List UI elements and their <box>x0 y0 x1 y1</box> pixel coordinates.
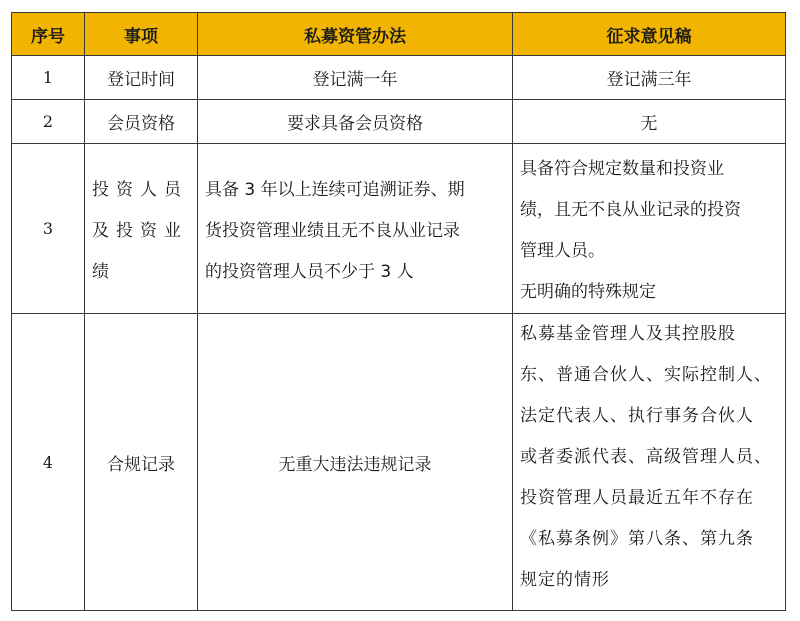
comparison-table <box>11 12 786 611</box>
header-draft: 征求意见稿 <box>513 13 786 56</box>
header-rules: 私募资管办法 <box>198 13 513 56</box>
row-number: 4 <box>12 314 85 611</box>
row-draft-line: 私募基金管理人及其控股股 <box>520 324 736 344</box>
row-number: 3 <box>12 144 85 314</box>
table-row <box>12 144 786 314</box>
header-no: 序号 <box>12 13 85 56</box>
row-rules <box>198 144 513 314</box>
row-rules: 无重大违法违规记录 <box>198 314 513 611</box>
row-draft: 无 <box>513 100 786 144</box>
row-draft-line: 投资管理人员最近五年不存在 <box>520 488 754 508</box>
row-item: 登记时间 <box>85 56 198 100</box>
row-item: 合规记录 <box>85 314 198 611</box>
row-rules: 要求具备会员资格 <box>198 100 513 144</box>
row-draft: 登记满三年 <box>513 56 786 100</box>
table-row <box>12 56 786 100</box>
row-item <box>85 144 198 314</box>
row-draft-line: 绩，且无不良从业记录的投资 <box>520 200 741 220</box>
row-draft-line: 或者委派代表、高级管理人员、 <box>520 447 772 467</box>
header-item: 事项 <box>85 13 198 56</box>
row-item-line: 及投资业 <box>92 220 188 241</box>
row-rules-line: 货投资管理业绩且无不良从业记录 <box>205 220 460 241</box>
row-draft-line: 规定的情形 <box>520 570 610 590</box>
table-row <box>12 100 786 144</box>
row-draft-line: 管理人员。 <box>520 241 605 261</box>
row-draft <box>513 144 786 314</box>
row-rules-line: 具备 3 年以上连续可追溯证券、期 <box>205 179 465 200</box>
row-draft-line: 法定代表人、执行事务合伙人 <box>520 406 754 426</box>
row-rules: 登记满一年 <box>198 56 513 100</box>
row-draft-line: 无明确的特殊规定 <box>520 282 656 302</box>
row-number: 2 <box>12 100 85 144</box>
row-draft-line: 《私募条例》第八条、第九条 <box>520 529 754 549</box>
row-draft-line: 东、普通合伙人、实际控制人、 <box>520 365 772 385</box>
row-draft <box>513 314 786 611</box>
row-item-line: 投资人员 <box>92 179 188 200</box>
row-number: 1 <box>12 56 85 100</box>
row-item: 会员资格 <box>85 100 198 144</box>
row-draft-line: 具备符合规定数量和投资业 <box>520 159 724 179</box>
row-rules-line: 的投资管理人员不少于 3 人 <box>205 261 414 282</box>
table-header-row <box>12 13 786 56</box>
row-item-line: 绩 <box>92 261 116 282</box>
table-row <box>12 314 786 611</box>
